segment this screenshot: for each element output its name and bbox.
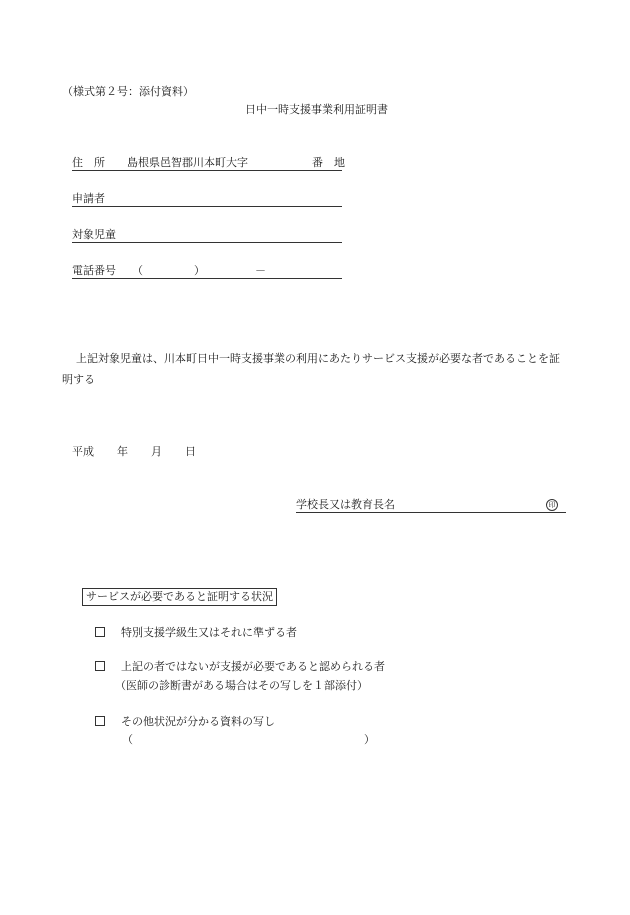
condition-item-1 (95, 627, 297, 638)
other-open-paren: （ (122, 733, 133, 746)
phone-open-paren: （ (132, 264, 143, 277)
date-year-unit: 年 (117, 445, 128, 458)
condition-item-3-label: その他状況が分かる資料の写し (121, 715, 275, 728)
phone-field (72, 264, 342, 279)
condition-item-2-note: （医師の診断書がある場合はその写しを１部添付） (115, 679, 368, 692)
seal-mark: 印 (546, 499, 558, 511)
phone-dash: － (255, 264, 266, 277)
conditions-heading: サービスが必要であると証明する状況 (82, 588, 277, 606)
statement-line-2: 明する (62, 373, 95, 386)
statement-line-1: 上記対象児童は、川本町日中一時支援事業の利用にあたりサービス支援が必要な者であることを証 (76, 352, 560, 365)
document-title: 日中一時支援事業利用証明書 (245, 103, 388, 116)
applicant-field (72, 192, 342, 207)
date-month-unit: 月 (151, 445, 162, 458)
target-child-label: 対象児童 (72, 228, 116, 241)
date-era: 平成 (72, 445, 94, 458)
target-child-field (72, 228, 342, 243)
address-field (72, 156, 345, 171)
date-day-unit: 日 (185, 445, 196, 458)
form-number: （様式第２号：添付資料） (62, 85, 194, 98)
address-label: 住 所 (72, 156, 105, 169)
address-value: 島根県邑智郡川本町大字 (127, 156, 248, 169)
checkbox[interactable] (95, 661, 105, 671)
signature-label: 学校長又は教育長名 (296, 498, 395, 511)
checkbox[interactable] (95, 627, 105, 637)
address-suffix: 番 地 (312, 156, 345, 169)
checkbox[interactable] (95, 716, 105, 726)
condition-item-2-label: 上記の者ではないが支援が必要であると認められる者 (121, 660, 385, 673)
phone-close-paren: ） (194, 264, 205, 277)
phone-label: 電話番号 (72, 264, 116, 277)
condition-item-3 (95, 716, 275, 727)
other-close-paren: ） (364, 733, 375, 746)
condition-item-1-label: 特別支援学級生又はそれに準ずる者 (121, 626, 297, 639)
condition-item-2 (95, 661, 385, 672)
signature-field (296, 498, 566, 513)
applicant-label: 申請者 (72, 192, 105, 205)
